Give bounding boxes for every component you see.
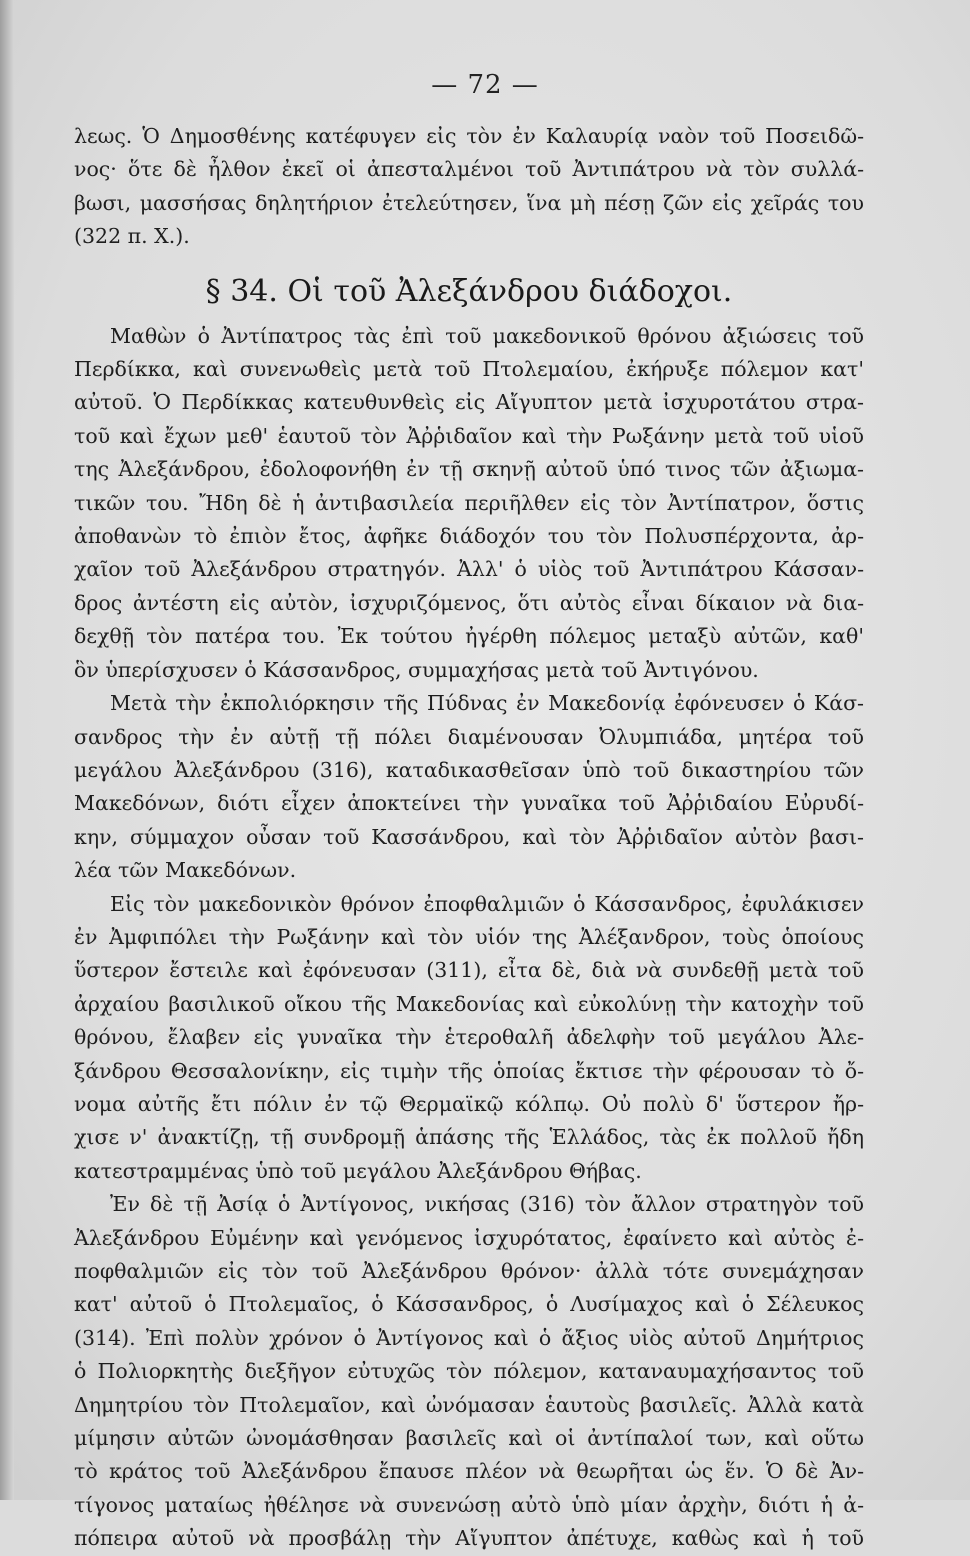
text-line: (322 π. Χ.).: [74, 224, 190, 249]
text-line: ἀποθανὼν τὸ ἐπιὸν ἔτος, ἀφῆκε διάδοχόν του τὸν Πολυσπέρχοντα, ἀρ-: [74, 524, 864, 549]
text-line: λεως. Ὁ Δημοσθένης κατέφυγεν εἰς τὸν ἐν Καλαυρίᾳ ναὸν τοῦ Ποσειδῶ-: [74, 124, 864, 148]
text-line: ὁ Πολιορκητὴς διεξῆγον εὐτυχῶς τὸν πόλεμον, καταναυμαχήσαντος τοῦ: [74, 1359, 864, 1384]
text-line: βωσι, μασσήσας δηλητήριον ἐτελεύτησεν, ἵνα μὴ πέσῃ ζῶν εἰς χεῖράς του: [74, 190, 864, 215]
text-line: Δημητρίου τὸν Πτολεμαῖον, καὶ ὠνόμασαν ἑαυτοὺς βασιλεῖς. Ἀλλὰ κατὰ: [74, 1392, 864, 1417]
text-line: νομα αὐτῆς ἔτι πόλιν ἐν τῷ Θερμαϊκῷ κόλπῳ. Οὐ πολὺ δ' ὕστερον ἤρ-: [74, 1091, 864, 1116]
text-line: τὸ κράτος τοῦ Ἀλεξάνδρου ἔπαυσε πλέον νὰ θεωρῆται ὡς ἕν. Ὁ δὲ Ἀν-: [74, 1459, 864, 1484]
page-number: — 72 —: [431, 70, 539, 100]
body-paragraphs: [74, 320, 864, 1556]
text-line: Ἐν δὲ τῇ Ἀσίᾳ ὁ Ἀντίγονος, νικήσας (316) τὸν ἄλλον στρατηγὸν τοῦ: [110, 1192, 864, 1217]
text-line: λέα τῶν Μακεδόνων.: [74, 858, 297, 883]
text-line: θρόνου, ἔλαβεν εἰς γυναῖκα τὴν ἑτεροθαλῆ ἀδελφὴν τοῦ μεγάλου Ἀλε-: [74, 1025, 864, 1050]
text-line: τικῶν του. Ἤδη δὲ ἡ ἀντιβασιλεία περιῆλθεν εἰς τὸν Ἀντίπατρον, ὅστις: [74, 490, 864, 515]
text-line: χαῖον τοῦ Ἀλεξάνδρου στρατηγόν. Ἀλλ' ὁ υἱὸς τοῦ Ἀντιπάτρου Κάσσαν-: [74, 557, 864, 582]
text-line: αὐτοῦ. Ὁ Περδίκκας κατευθυνθεὶς εἰς Αἴγυπτον μετὰ ἰσχυροτάτου στρα-: [74, 390, 864, 415]
text-line: Μαθὼν ὁ Ἀντίπατρος τὰς ἐπὶ τοῦ μακεδονικοῦ θρόνου ἀξιώσεις τοῦ: [110, 323, 864, 348]
text-line: δρος ἀντέστη εἰς αὐτὸν, ἰσχυριζόμενος, ὅτι αὐτὸς εἶναι δίκαιον νὰ δια-: [74, 590, 864, 615]
section-heading: § 34. Οἱ τοῦ Ἀλεξάνδρου διάδοχοι.: [205, 273, 733, 309]
text-line: (314). Ἐπὶ πολὺν χρόνον ὁ Ἀντίγονος καὶ ὁ ἄξιος υἱὸς αὐτοῦ Δημήτριος: [74, 1325, 864, 1350]
text-line: της Ἀλεξάνδρου, ἐδολοφονήθη ἐν τῇ σκηνῇ αὐτοῦ ὑπό τινος τῶν ἀξιωμα-: [74, 457, 864, 482]
text-line: Εἰς τὸν μακεδονικὸν θρόνον ἐποφθαλμιῶν ὁ Κάσσανδρος, ἐφυλάκισεν: [110, 891, 864, 916]
text-line: ὕστερον ἔστειλε καὶ ἐφόνευσαν (311), εἶτα δὲ, διὰ νὰ συνδεθῇ μετὰ τοῦ: [74, 958, 864, 983]
text-line: Μετὰ τὴν ἐκπολιόρκησιν τῆς Πύδνας ἐν Μακεδονίᾳ ἐφόνευσεν ὁ Κάσ-: [110, 691, 864, 716]
text-line: Ἀλεξάνδρου Εὐμένην καὶ γενόμενος ἰσχυρότατος, ἐφαίνετο καὶ αὐτὸς ἐ-: [74, 1225, 864, 1250]
text-line: μίμησιν αὐτῶν ὠνομάσθησαν βασιλεῖς καὶ οἱ ἀντίπαλοί των, καὶ οὕτω: [74, 1426, 864, 1451]
text-line: ποφθαλμιῶν εἰς τὸν τοῦ Ἀλεξάνδρου θρόνον· ἀλλὰ τότε συνεμάχησαν: [74, 1259, 864, 1283]
paragraph: [74, 320, 864, 687]
text-line: ἐν Ἀμφιπόλει τὴν Ρωξάνην καὶ τὸν υἱόν της Ἀλέξανδρον, τοὺς ὁποίους: [74, 924, 864, 949]
page-binding-edge: [0, 0, 14, 1500]
page-text: [74, 120, 864, 1556]
text-line: ξάνδρου Θεσσαλονίκην, εἰς τιμὴν τῆς ὁποίας ἔκτισε τὴν φέρουσαν τὸ ὄ-: [74, 1058, 864, 1083]
text-line: ὃν ὑπερίσχυσεν ὁ Κάσσανδρος, συμμαχήσας μετὰ τοῦ Ἀντιγόνου.: [74, 657, 759, 682]
text-line: σανδρος τὴν ἐν αὐτῇ τῇ πόλει διαμένουσαν Ὀλυμπιάδα, μητέρα τοῦ: [74, 724, 864, 749]
text-line: δεχθῇ τὸν πατέρα του. Ἐκ τούτου ἠγέρθη πόλεμος μεταξὺ αὐτῶν, καθ': [74, 624, 864, 649]
intro-paragraph: [74, 120, 864, 254]
text-line: ἀρχαίου βασιλικοῦ οἴκου τῆς Μακεδονίας καὶ εὐκολύνῃ τὴν κατοχὴν τοῦ: [74, 991, 864, 1016]
text-line: κατεστραμμένας ὑπὸ τοῦ μεγάλου Ἀλεξάνδρου Θήβας.: [74, 1158, 642, 1183]
text-line: κατ' αὐτοῦ ὁ Πτολεμαῖος, ὁ Κάσσανδρος, ὁ Λυσίμαχος καὶ ὁ Σέλευκος: [74, 1292, 864, 1317]
text-line: πόπειρα αὐτοῦ νὰ προσβάλῃ τὴν Αἴγυπτον ἀπέτυχε, καθὼς καὶ ἡ τοῦ: [74, 1526, 864, 1551]
text-line: τίγονος ματαίως ἠθέλησε νὰ συνενώσῃ αὐτὸ ὑπὸ μίαν ἀρχὴν, διότι ἡ ἀ-: [74, 1492, 864, 1517]
text-line: χισε ν' ἀνακτίζῃ, τῇ συνδρομῇ ἁπάσης τῆς Ἑλλάδος, τὰς ἐκ πολλοῦ ἤδη: [74, 1125, 864, 1150]
paragraph: [74, 888, 864, 1189]
text-line: Μακεδόνων, διότι εἶχεν ἀποκτείνει τὴν γυναῖκα τοῦ Ἀῤῥιδαίου Εὐρυδί-: [74, 791, 864, 816]
text-line: νος· ὅτε δὲ ἦλθον ἐκεῖ οἱ ἀπεσταλμένοι τοῦ Ἀντιπάτρου νὰ τὸν συλλά-: [74, 157, 864, 182]
text-line: μεγάλου Ἀλεξάνδρου (316), καταδικασθεῖσαν ὑπὸ τοῦ δικαστηρίου τῶν: [74, 757, 864, 782]
text-line: κην, σύμμαχον οὖσαν τοῦ Κασσάνδρου, καὶ τὸν Ἀῤῥιδαῖον αὐτὸν βασι-: [74, 824, 864, 849]
text-line: τοῦ καὶ ἔχων μεθ' ἑαυτοῦ τὸν Ἀῤῥιδαῖον καὶ τὴν Ρωξάνην μετὰ τοῦ υἱοῦ: [74, 423, 864, 448]
text-line: Περδίκκα, καὶ συνενωθεὶς μετὰ τοῦ Πτολεμαίου, ἐκήρυξε πόλεμον κατ': [74, 357, 864, 382]
paragraph: [74, 1188, 864, 1555]
paragraph: [74, 687, 864, 887]
